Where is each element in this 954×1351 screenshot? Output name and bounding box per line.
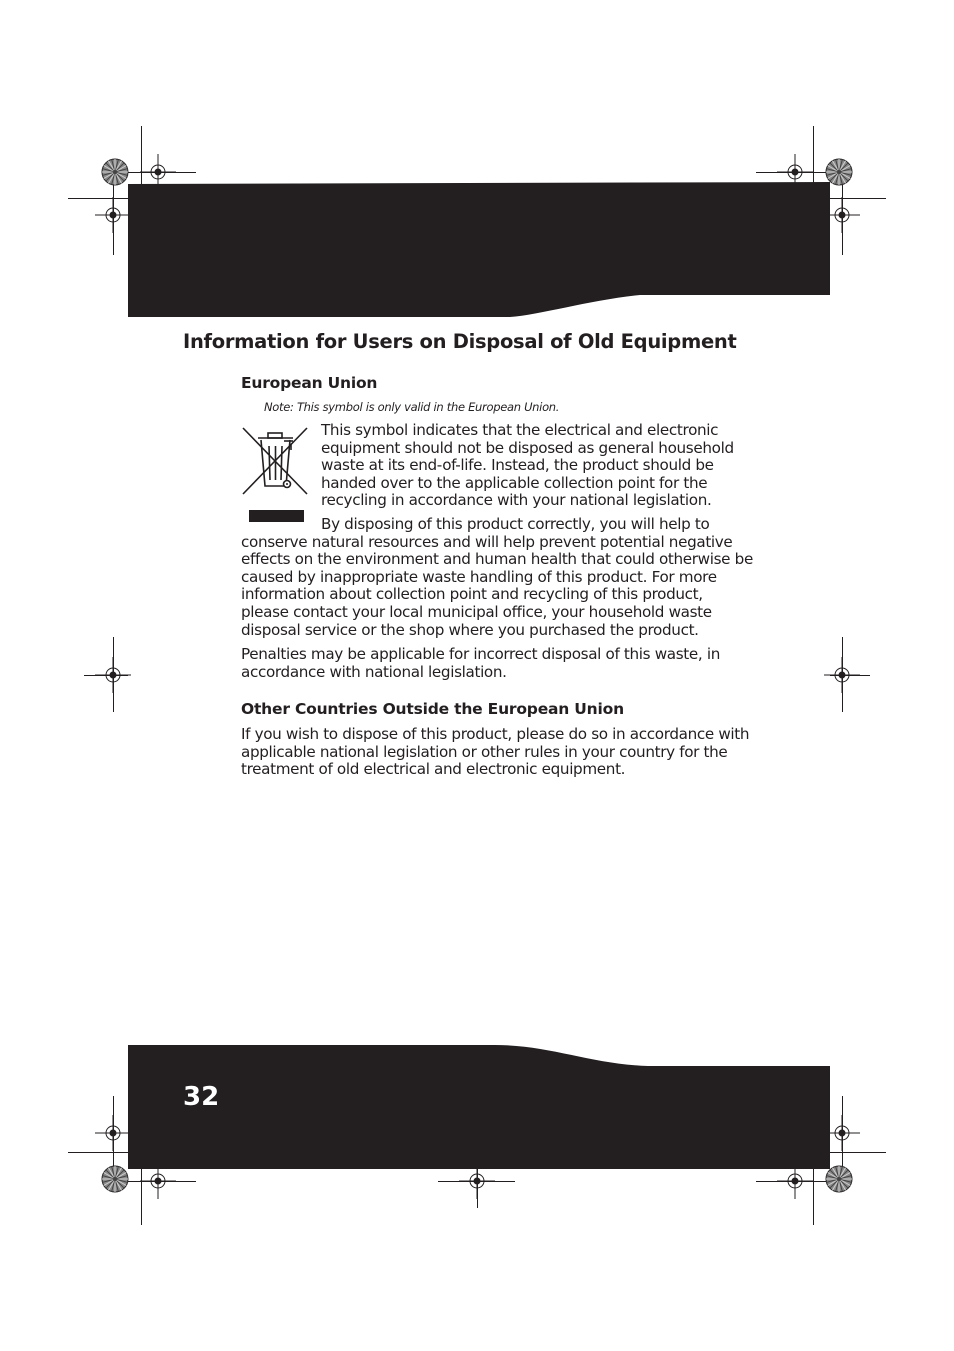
- crop-mark-line: [84, 675, 128, 676]
- color-wheel-icon: [825, 158, 853, 186]
- crop-mark-line: [68, 1152, 128, 1153]
- crop-mark-line: [813, 1169, 814, 1225]
- eu-heading: European Union: [241, 374, 378, 392]
- eu-note: Note: This symbol is only valid in the European Union.: [264, 400, 560, 414]
- footer-banner: [128, 1045, 830, 1169]
- other-countries-paragraph: If you wish to dispose of this product, please do so in accordance with applicable national legislation or other rules in your country for the treatment of old electrical and electronic equipment.: [241, 725, 750, 779]
- penalties-paragraph: Penalties may be applicable for incorrect disposal of this waste, in accordance with national legislation.: [241, 645, 720, 681]
- crop-mark-line: [756, 172, 830, 173]
- crop-mark-line: [128, 172, 196, 173]
- color-wheel-icon: [101, 1165, 129, 1193]
- crop-mark-line: [842, 180, 843, 255]
- crop-mark-line: [842, 1096, 843, 1170]
- crop-mark-line: [438, 1181, 515, 1182]
- crop-mark-line: [477, 1169, 478, 1208]
- crop-mark-line: [830, 675, 870, 676]
- disposal-paragraph: By disposing of this product correctly, you will help to conserve natural resources and will help prevent potential negative effects on the environment and human health that could otherwise be caused by inappropriate waste handling of this product. For more information about collection point and recycling of this product, please contact your local municipal office, your household waste disposal service or the shop where you purchased the product.: [241, 515, 753, 639]
- other-countries-heading: Other Countries Outside the European Union: [241, 700, 624, 718]
- symbol-description: This symbol indicates that the electrical and electronic equipment should not be disposed as general household waste at its end-of-life. Instead, the product should be handed over to the applicable collection point for the recycling in accordance with your national legislation.: [321, 421, 734, 510]
- crop-mark-line: [113, 1096, 114, 1170]
- crop-mark-line: [128, 1181, 196, 1182]
- crop-mark-line: [830, 1152, 886, 1153]
- crop-mark-line: [141, 1169, 142, 1225]
- crop-mark-line: [756, 1181, 830, 1182]
- color-wheel-icon: [101, 158, 129, 186]
- color-wheel-icon: [825, 1165, 853, 1193]
- header-banner: [128, 182, 830, 317]
- weee-bin-icon: [241, 424, 311, 524]
- page-number: 32: [183, 1082, 220, 1112]
- page-title: Information for Users on Disposal of Old Equipment: [183, 330, 737, 353]
- crop-mark-line: [113, 180, 114, 255]
